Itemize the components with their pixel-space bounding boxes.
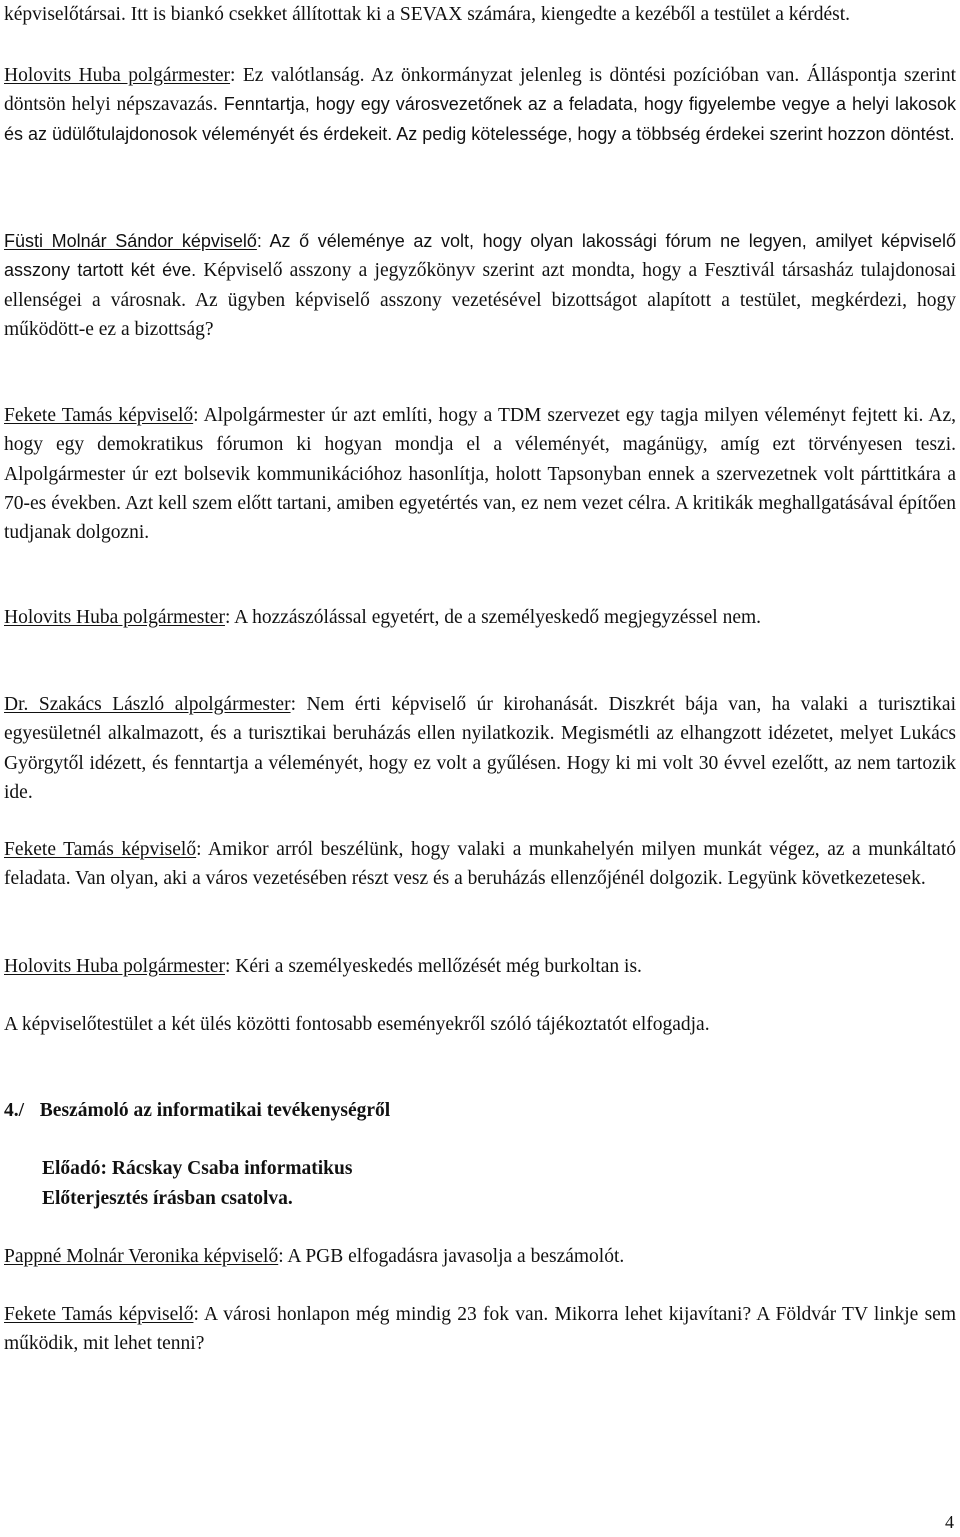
section-heading (4, 1096, 956, 1125)
paragraph-text: A képviselőtestület a két ülés közötti fontosabb eseményekről szóló tájékoztatót elfogadja. (4, 1014, 710, 1035)
paragraph-text: képviselőtársai. Itt is biankó csekket állítottak ki a SEVAX számára, kiengedte a kezéből a testület a kérdést. (4, 4, 850, 25)
paragraph-fekete-1 (4, 401, 956, 547)
paragraph-continuation (4, 0, 956, 29)
paragraph-polgarmester-1 (4, 61, 956, 149)
paragraph-text: : A PGB elfogadásra javasolja a beszámolót. (278, 1246, 625, 1267)
speaker-name: Dr. Szakács László alpolgármester (4, 694, 291, 715)
page-number: 4 (945, 1512, 954, 1532)
paragraph-fekete-2 (4, 835, 956, 894)
section-number: 4./ (4, 1100, 25, 1121)
paragraph-text: : Nem érti képviselő úr kirohanását. Diszkrét bája van, ha valaki a turisztikai egyesületnél alkalmazott, és a turisztikai beruházás ellen nyilatkozik. Megismétli az elhangzott idézetet, melyet Lukács Györgytől idézett, és fenntartja a véleményét, hogy ez volt a gyűlésen. Hogy ki mi volt 30 évvel ezelőtt, az nem tartozik ide. (4, 694, 956, 803)
speaker-name: Fekete Tamás képviselő (4, 839, 197, 860)
paragraph-text: : A városi honlapon még mindig 23 fok van. Mikorra lehet kijavítani? A Földvár TV linkje sem működik, mit lehet tenni? (4, 1304, 956, 1355)
speaker-name: Füsti Molnár Sándor képviselő (4, 231, 257, 251)
paragraph-decision (4, 1010, 956, 1039)
paragraph-fekete-3 (4, 1300, 956, 1359)
speaker-name: Holovits Huba polgármester (4, 956, 225, 977)
paragraph-text: : Amikor arról beszélünk, hogy valaki a munkahelyén milyen munkát végez, az a munkáltató feladata. Van olyan, aki a város vezetésében részt vesz és a beruházás ellenzőjénél dolgozik. Legyünk következetesek. (4, 839, 956, 890)
paragraph-text: : A hozzászólással egyetért, de a személyeskedő megjegyzéssel nem. (224, 607, 762, 628)
section-title: Beszámoló az informatikai tevékenységről (39, 1100, 391, 1121)
paragraph-text-sans: : Az ő véleménye az volt, hogy olyan lakossági fórum ne legyen, amilyet képviselő asszony tartott két éve. (4, 231, 956, 281)
speaker-name: Fekete Tamás képviselő (4, 405, 194, 426)
section-presenter: Előadó: Rácskay Csaba informatikus (42, 1158, 353, 1179)
paragraph-text: : Ez valótlanság. Az önkormányzat jelenleg is döntési pozícióban van. Álláspontja szerint döntsön helyi népszavazás. (4, 65, 956, 116)
paragraph-fusti (4, 227, 956, 344)
paragraph-polgarmester-3 (4, 952, 956, 981)
section-attachment: Előterjesztés írásban csatolva. (42, 1188, 293, 1209)
paragraph-text: : Alpolgármester úr azt említi, hogy a TDM szervezet egy tagja milyen véleményt fejtett ki. Az, hogy egy demokratikus fórumon ki hogyan mondja el a véleményét, magánügy, amíg ezt törvényesen teszi. Alpolgármester úr ezt bolsevik kommunikációhoz hasonlítja, holott Tapsonyban ennek a szervezetnek volt párttitkára a 70-es években. Azt kell szem előtt tartani, amiben egyetértés van, ez nem vezet célra. A kritikák meghallgatásával építően tudjanak dolgozni. (4, 405, 956, 544)
speaker-name: Pappné Molnár Veronika képviselő (4, 1246, 279, 1267)
paragraph-text: : Kéri a személyeskedés mellőzését még burkoltan is. (224, 956, 642, 977)
speaker-name: Holovits Huba polgármester (4, 607, 225, 628)
paragraph-text: Képviselő asszony a jegyzőkönyv szerint azt mondta, hogy a Fesztivál társasház tulajdonosai ellenségei a városnak. Az ügyben képviselő asszony vezetésével bizottságot alapított a testület, megkérdezi, hogy működött-e ez a bizottság? (4, 260, 956, 340)
paragraph-polgarmester-2 (4, 603, 956, 632)
paragraph-szakacs (4, 690, 956, 807)
speaker-name: Holovits Huba polgármester (4, 65, 231, 86)
paragraph-pappne (4, 1242, 956, 1271)
paragraph-text-sans: Fenntartja, hogy egy városvezetőnek az a feladata, hogy figyelembe vegye a helyi lakosok és az üdülőtulajdonosok véleményét és érdekeit. Az pedig kötelessége, hogy a többség érdekei szerint hozzon döntést. (4, 94, 957, 144)
speaker-name: Fekete Tamás képviselő (4, 1304, 194, 1325)
